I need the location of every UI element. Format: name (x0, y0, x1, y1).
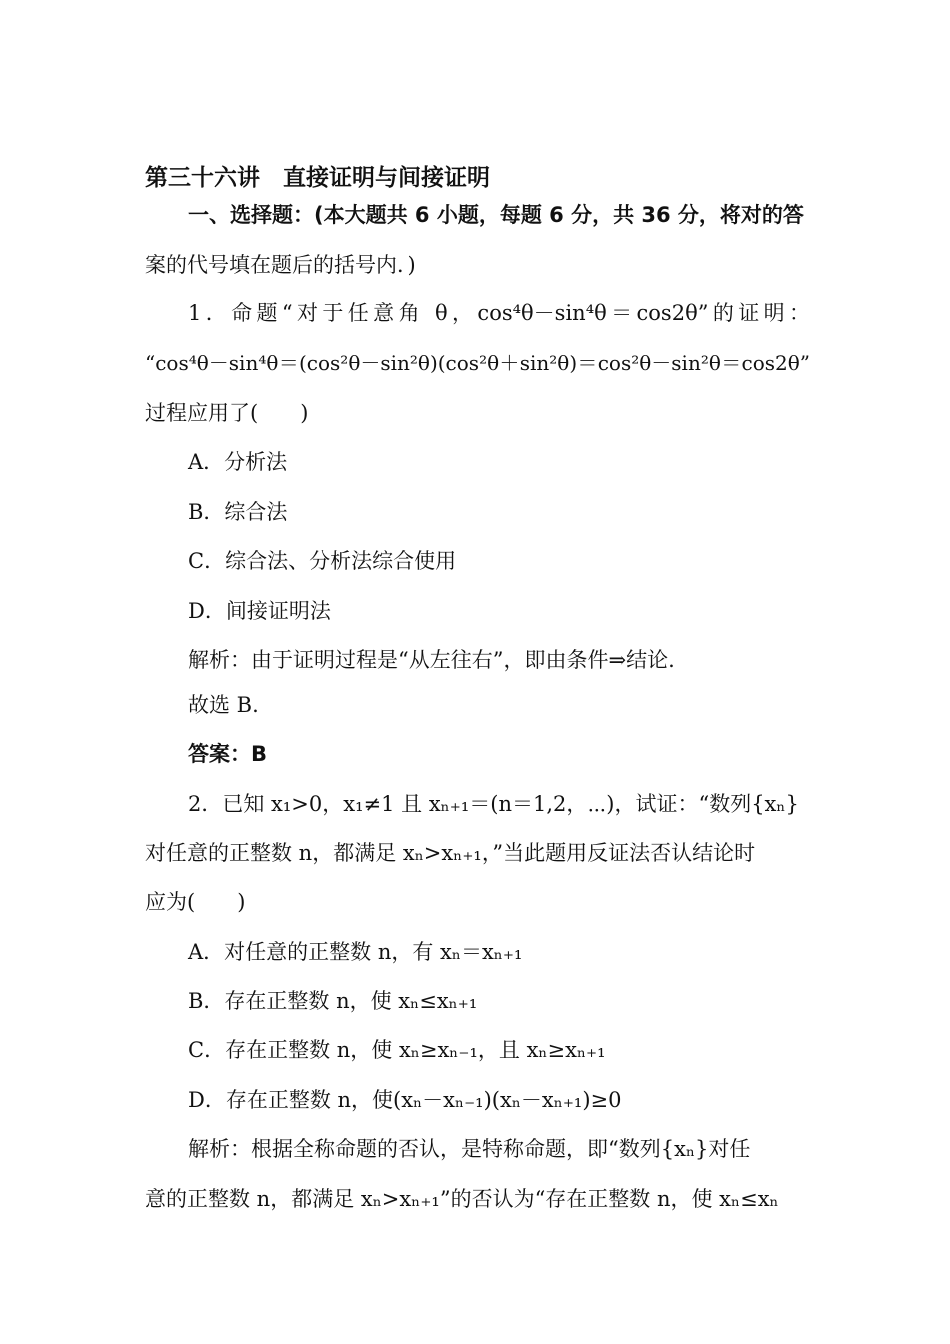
q2-stem-line-3: 应为( ) (145, 890, 246, 914)
q2-option-b: B．存在正整数 n，使 xₙ≤xₙ₊₁ (188, 989, 478, 1013)
q2-option-d: D．存在正整数 n，使(xₙ－xₙ₋₁)(xₙ－xₙ₊₁)≥0 (188, 1088, 622, 1112)
q1-choice: 故选 B. (188, 693, 259, 717)
q1-stem-line-3: 过程应用了( ) (145, 401, 309, 425)
q1-option-a: A．分析法 (188, 450, 288, 474)
section-instruction-line-1: 一、选择题：(本大题共 6 小题，每题 6 分，共 36 分，将对的答 (188, 203, 804, 227)
q1-answer: 答案：B (188, 742, 268, 766)
q2-analysis-line-1: 解析：根据全称命题的否认，是特称命题，即“数列{xₙ}对任 (188, 1137, 751, 1161)
q1-option-c: C．综合法、分析法综合使用 (188, 549, 457, 573)
q2-stem-line-2: 对任意的正整数 n，都满足 xₙ>xₙ₊₁，”当此题用反证法否认结论时 (145, 841, 756, 865)
section-instruction-line-2: 案的代号填在题后的括号内．) (145, 253, 416, 277)
q2-option-a: A．对任意的正整数 n，有 xₙ＝xₙ₊₁ (188, 940, 523, 964)
q2-option-c: C．存在正整数 n，使 xₙ≥xₙ₋₁，且 xₙ≥xₙ₊₁ (188, 1038, 606, 1062)
q1-option-b: B．综合法 (188, 500, 288, 524)
q2-analysis-line-2: 意的正整数 n，都满足 xₙ>xₙ₊₁”的否认为“存在正整数 n，使 xₙ≤xₙ (145, 1187, 779, 1211)
q1-stem-line-2: “cos⁴θ－sin⁴θ＝(cos²θ－sin²θ)(cos²θ＋sin²θ)＝cos²θ－sin²θ＝cos2θ” (145, 351, 810, 375)
q1-option-d: D．间接证明法 (188, 599, 331, 623)
q2-stem-line-1: 2．已知 x₁>0，x₁≠1 且 xₙ₊₁＝(n＝1,2，⋯)，试证：“数列{xₙ} (188, 792, 799, 816)
q1-analysis: 解析：由于证明过程是“从左往右”，即由条件⇒结论. (188, 648, 675, 672)
q1-stem-line-1: 1．命题“对于任意角 θ，cos⁴θ－sin⁴θ＝cos2θ”的证明： (188, 301, 810, 325)
page-title: 第三十六讲 直接证明与间接证明 (145, 165, 490, 191)
